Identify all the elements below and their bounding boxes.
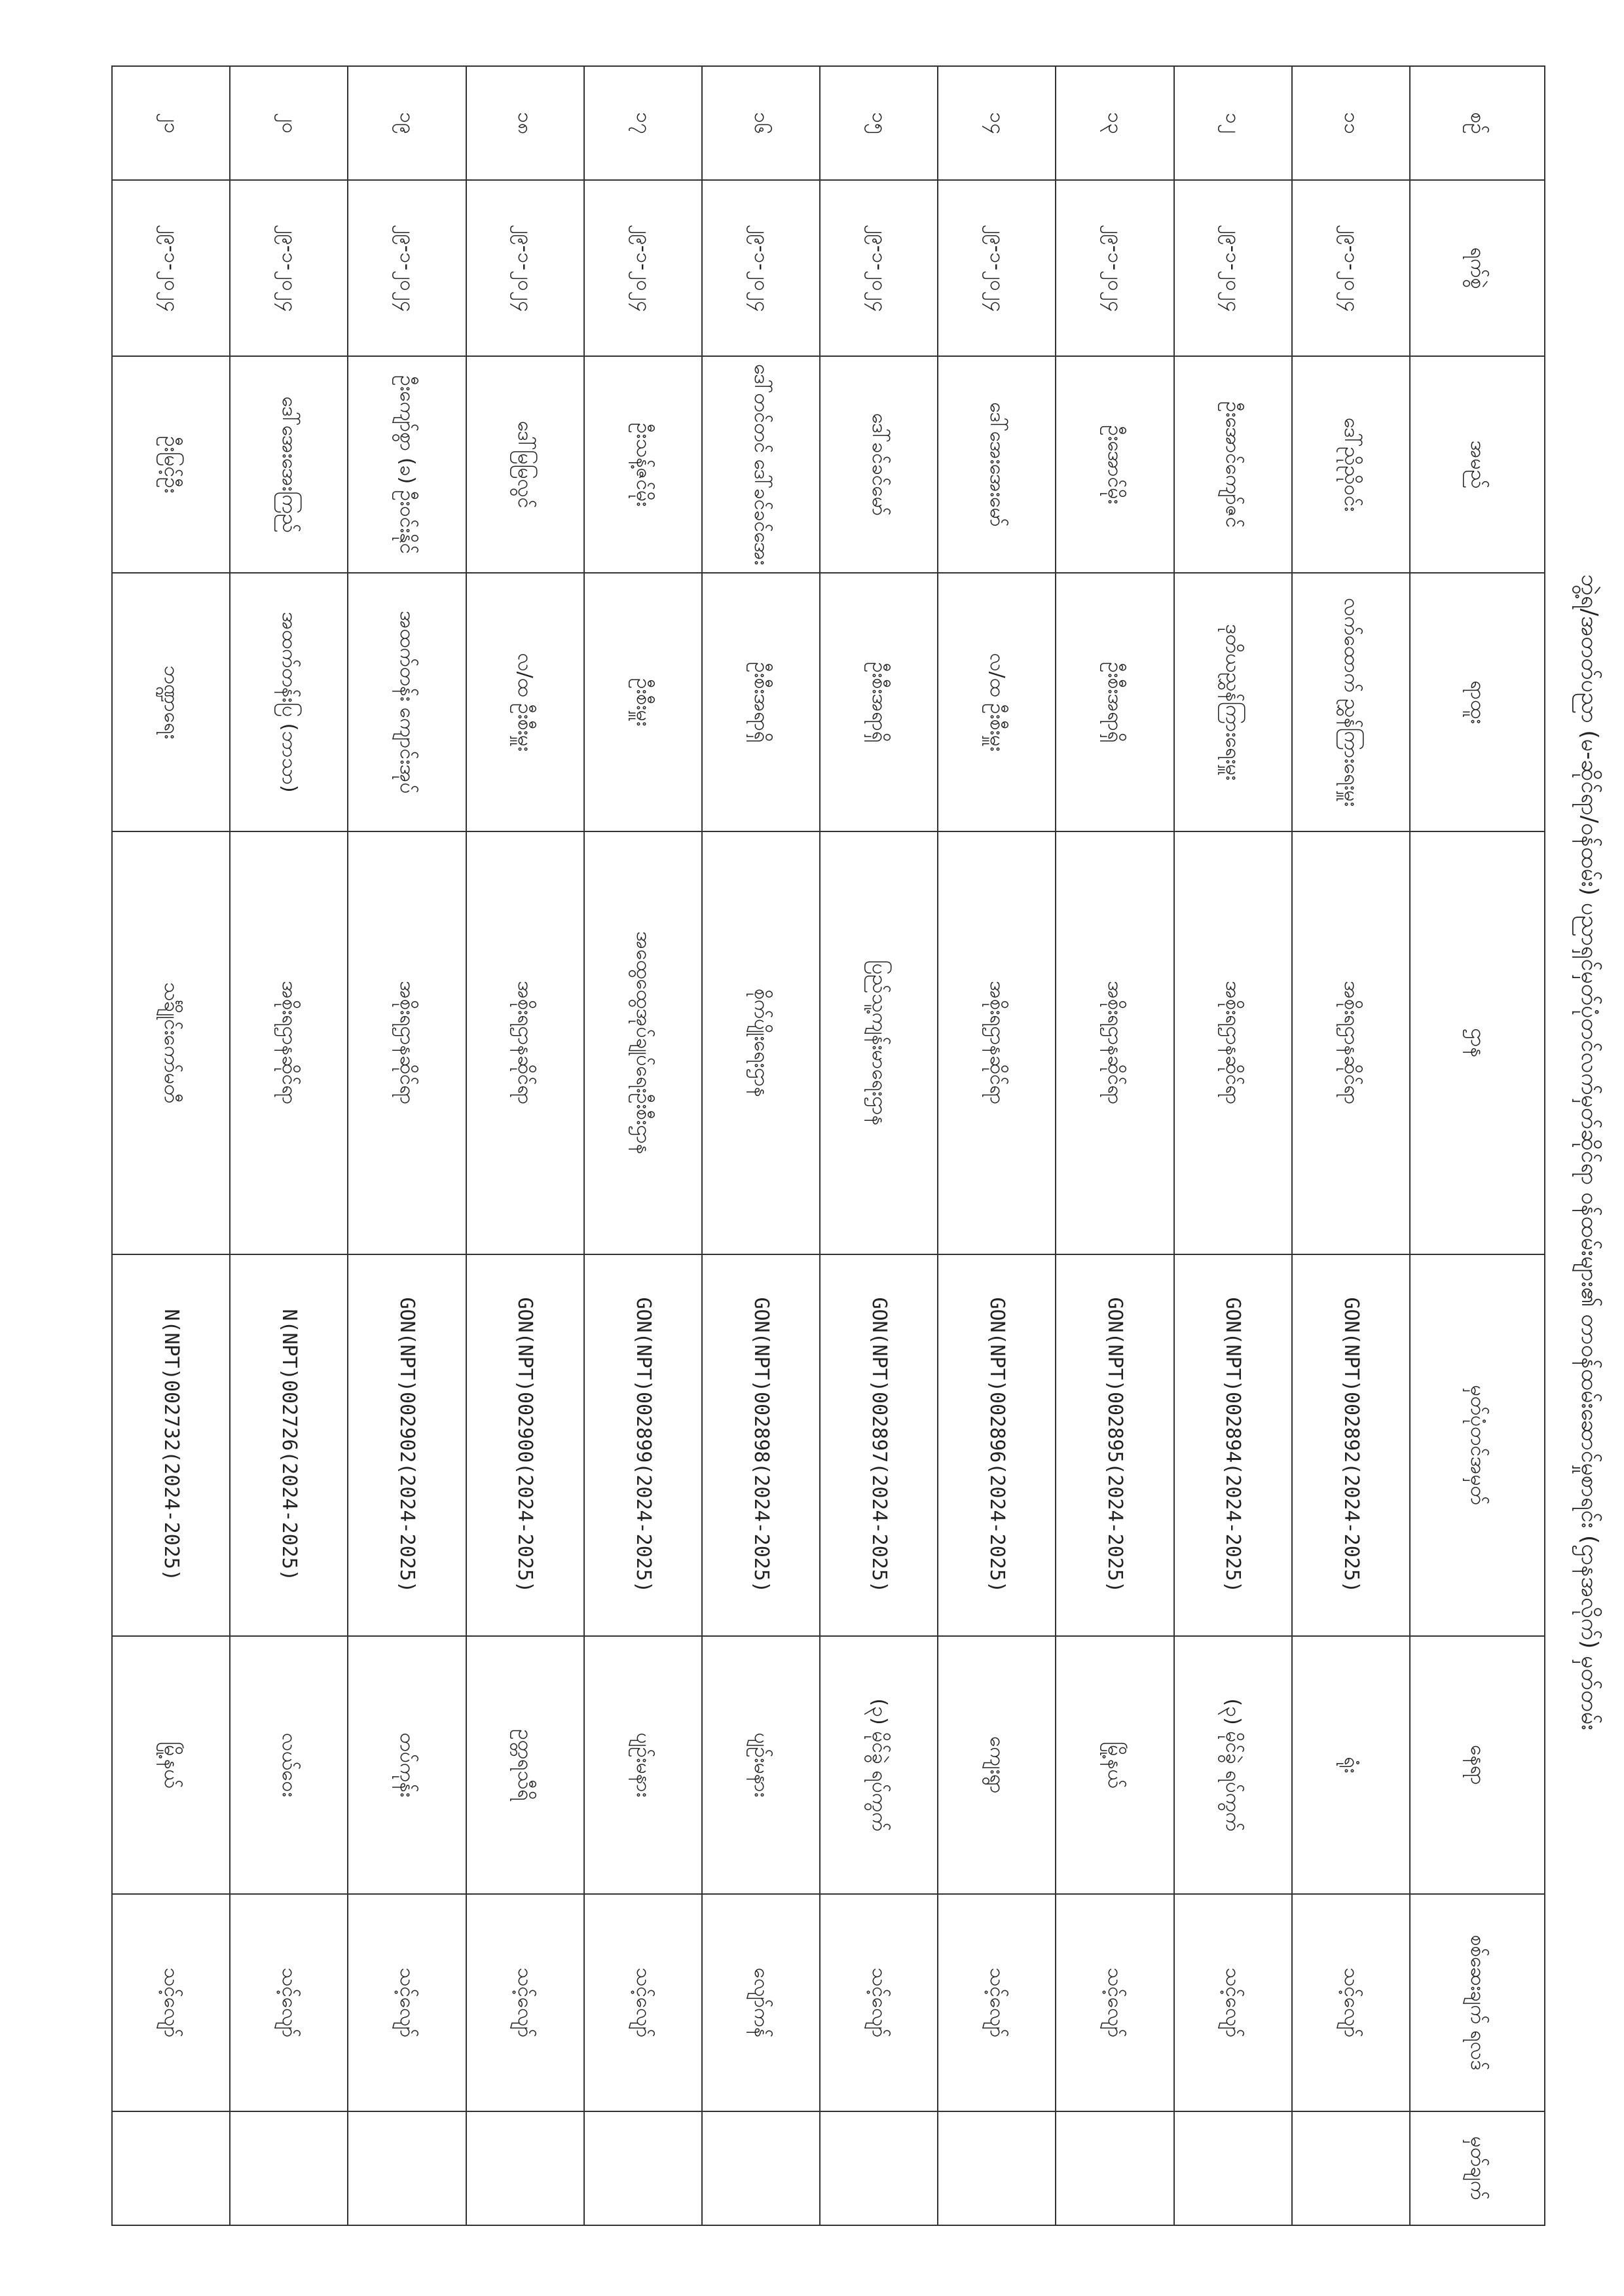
cell-date: ၂၉-၁-၂၀၂၄ [466, 180, 584, 356]
header-department: ဌာန [1410, 831, 1545, 1254]
cell-department: အစိုးရဌာနဆိုင်ရာ [466, 831, 584, 1254]
cell-place: ရုံး [1292, 1636, 1410, 1894]
cell-name: ဒေါ်အေးအေးမော် [938, 356, 1056, 574]
cell-remark [938, 2111, 1056, 2225]
cell-ref: N(NPT)002726(2024-2025) [230, 1254, 348, 1636]
cell-place: (၃) မိုင်ခွဲ ရပ်ကွက် [820, 1636, 938, 1894]
cell-name: ဒေါ်ခင်ခင်မော် [820, 356, 938, 574]
cell-result: သင့်လျော် [348, 1894, 466, 2111]
cell-result: သင့်လျော် [1174, 1894, 1292, 2111]
cell-no: ၁၃ [1056, 66, 1173, 180]
cell-ref: GON(NPT)002894(2024-2025) [1174, 1254, 1292, 1636]
table-row [1174, 66, 1292, 2225]
cell-place: မြို့နယ် [1056, 1636, 1173, 1894]
cell-remark [584, 2111, 702, 2225]
cell-place: ပျဉ်းမနား [584, 1636, 702, 1894]
table-row [702, 66, 820, 2225]
header-position: ရာထူး [1410, 573, 1545, 831]
cell-department: စိုက်ပျိုးရေးဌာန [702, 831, 820, 1254]
cell-date: ၂၉-၁-၂၀၂၄ [1174, 180, 1292, 356]
cell-remark [1174, 2111, 1292, 2225]
cell-department: အစိုးရဌာနဆိုင်ရာ [1174, 831, 1292, 1254]
cell-no: ၁၇ [584, 66, 702, 180]
cell-no: ၁၂ [1174, 66, 1292, 180]
cell-department: သင်္ချိုင်းကော်မတီ [112, 831, 230, 1254]
cell-remark [348, 2111, 466, 2225]
cell-remark [820, 2111, 938, 2225]
cell-name: ဒေါ်အေးအေးကြည် [230, 356, 348, 574]
cell-date: ၂၉-၁-၂၀၂၄ [230, 180, 348, 356]
cell-remark [702, 2111, 820, 2225]
table-row [466, 66, 584, 2225]
cell-position: အထက်တန်း ကျောင်းအုပ် [348, 573, 466, 831]
table-row [1056, 66, 1173, 2225]
cell-result: လျော်ကန် [702, 1894, 820, 2111]
cell-remark [230, 2111, 348, 2225]
cell-name: ဦးကျော်စွာ (ခ) ဦးဝင်းနိုင် [348, 356, 466, 574]
cell-no: ၁၄ [938, 66, 1056, 180]
header-result: စစ်ဆေးချက် ရလဒ် [1410, 1894, 1545, 2111]
cell-remark [466, 2111, 584, 2225]
cell-department: အစိုးရဌာနဆိုင်ရာ [1056, 831, 1173, 1254]
cell-place: (၃) မိုင်ခွဲ ရပ်ကွက် [1174, 1636, 1292, 1894]
cell-name: ဒေါ်မြမြလွင် [466, 356, 584, 574]
cell-department: အစိုးရဌာနဆိုင်ရာ [230, 831, 348, 1254]
cell-ref: GON(NPT)002895(2024-2025) [1056, 1254, 1173, 1636]
table-row [230, 66, 348, 2225]
cell-no: ၁၅ [820, 66, 938, 180]
cell-date: ၂၉-၁-၂၀၂၄ [1056, 180, 1173, 356]
cell-remark [1056, 2111, 1173, 2225]
cell-date: ၂၉-၁-၂၀၂၄ [348, 180, 466, 356]
cell-result: သင့်လျော် [1292, 1894, 1410, 2111]
cell-ref: N(NPT)002732(2024-2025) [112, 1254, 230, 1636]
cell-position: ဒုတိယညွှန်ကြားရေးမှူး [1174, 573, 1292, 831]
cell-place: လယ်ဝေး [230, 1636, 348, 1894]
cell-place: ဥတ္တရသီရိ [466, 1636, 584, 1894]
cell-result: သင့်လျော် [584, 1894, 702, 2111]
cell-position: အထက်တန်းပြ (ဘာသာ) [230, 573, 348, 831]
cell-position: ဦးစီးအရာရှိ [1056, 573, 1173, 831]
cell-date: ၂၉-၁-၂၀၂၄ [112, 180, 230, 356]
cell-result: သင့်လျော် [466, 1894, 584, 2111]
cell-name: ဒေါ်တင်တင် ဒေါ်ခင်ခင်အေး [702, 356, 820, 574]
header-place: နေရာ [1410, 1636, 1545, 1894]
cell-remark [1292, 2111, 1410, 2225]
table-row [1292, 66, 1410, 2225]
records-table [111, 65, 1545, 2226]
table-row [820, 66, 938, 2225]
cell-no: ၂၀ [230, 66, 348, 180]
cell-no: ၁၉ [348, 66, 466, 180]
cell-no: ၁၆ [702, 66, 820, 180]
cell-position: လ/ထ ဦးစီးမှူး [466, 573, 584, 831]
cell-department: ပြည်သူ့ကျန်းမာရေးဌာန [820, 831, 938, 1254]
header-remark: မှတ်ချက် [1410, 2111, 1545, 2225]
cell-place: ကျေးရွာ [938, 1636, 1056, 1894]
table-row [584, 66, 702, 2225]
cell-date: ၂၉-၁-၂၀၂၄ [938, 180, 1056, 356]
cell-place: တပ်ကုန်း [348, 1636, 466, 1894]
cell-position: ဦးစီးမှူး [584, 573, 702, 831]
cell-place: မြို့နယ် [112, 1636, 230, 1894]
cell-name: ဦးသန့်ဇင်မိုး [584, 356, 702, 574]
cell-date: ၂၉-၁-၂၀၂၄ [584, 180, 702, 356]
header-no: စဉ် [1410, 66, 1545, 180]
cell-department: အစိုးရဌာနဆိုင်ရာ [1292, 831, 1410, 1254]
cell-result: သင့်လျော် [938, 1894, 1056, 2111]
cell-no: ၂၁ [112, 66, 230, 180]
cell-result: သင့်လျော် [1056, 1894, 1173, 2111]
table-row [938, 66, 1056, 2225]
cell-department: အစိုးရဌာနဆိုင်ရာ [938, 831, 1056, 1254]
cell-date: ၂၉-၁-၂၀၂၄ [820, 180, 938, 356]
cell-department: အစိုးရဌာနဆိုင်ရာ [348, 831, 466, 1254]
cell-ref: GON(NPT)002898(2024-2025) [702, 1254, 820, 1636]
document-title: ဘွဲ့ရ/အတတ်ပညာ (မ-ဆိုင်ရာ/ဝန်ထမ်း) ပညာရှင်မှတ်ပုံတင်လက်မှတ်ဆိုင်ရာ ဝန်ထမ်းများ၏ တာဝန်ထမ်းဆောင်မှုစာရင်း (ဌာနအလိုက်) မှတ်တမ်း [1576, 574, 1602, 1730]
header-row [1410, 66, 1545, 2225]
header-name: အမည် [1410, 356, 1545, 574]
cell-ref: GON(NPT)002897(2024-2025) [820, 1254, 938, 1636]
cell-name: ဒေါ်ညိုညိုဝင်း [1292, 356, 1410, 574]
cell-ref: GON(NPT)002899(2024-2025) [584, 1254, 702, 1636]
cell-position: ဘဏ္ဍာရေး [112, 573, 230, 831]
table-row [348, 66, 466, 2225]
cell-result: သင့်လျော် [820, 1894, 938, 2111]
header-date: ရက်စွဲ [1410, 180, 1545, 356]
cell-department: အထွေထွေအုပ်ချုပ်ရေးဦးစီးဌာန [584, 831, 702, 1254]
header-ref: မှတ်ပုံတင်အမှတ် [1410, 1254, 1545, 1636]
cell-result: သင့်လျော် [230, 1894, 348, 2111]
cell-name: ဦးအောင်မိုး [1056, 356, 1173, 574]
cell-position: ဦးစီးအရာရှိ [820, 573, 938, 831]
cell-no: ၁၈ [466, 66, 584, 180]
cell-result: သင့်လျော် [112, 1894, 230, 2111]
cell-date: ၂၉-၁-၂၀၂၄ [702, 180, 820, 356]
cell-name: ဦးမြင့်ဦး [112, 356, 230, 574]
table-body [112, 66, 1410, 2225]
cell-position: လက်ထောက် ညွှန်ကြားရေးမှူး [1292, 573, 1410, 831]
cell-ref: GON(NPT)002902(2024-2025) [348, 1254, 466, 1636]
cell-place: ပျဉ်းမနား [702, 1636, 820, 1894]
cell-position: ဦးစီးအရာရှိ [702, 573, 820, 831]
cell-ref: GON(NPT)002892(2024-2025) [1292, 1254, 1410, 1636]
table-row [112, 66, 230, 2225]
cell-ref: GON(NPT)002900(2024-2025) [466, 1254, 584, 1636]
cell-position: လ/ထ ဦးစီးမှူး [938, 573, 1056, 831]
cell-remark [112, 2111, 230, 2225]
cell-name: ဦးအောင်ကျော်ဇင် [1174, 356, 1292, 574]
cell-ref: GON(NPT)002896(2024-2025) [938, 1254, 1056, 1636]
cell-no: ၁၁ [1292, 66, 1410, 180]
cell-date: ၂၉-၁-၂၀၂၄ [1292, 180, 1410, 356]
